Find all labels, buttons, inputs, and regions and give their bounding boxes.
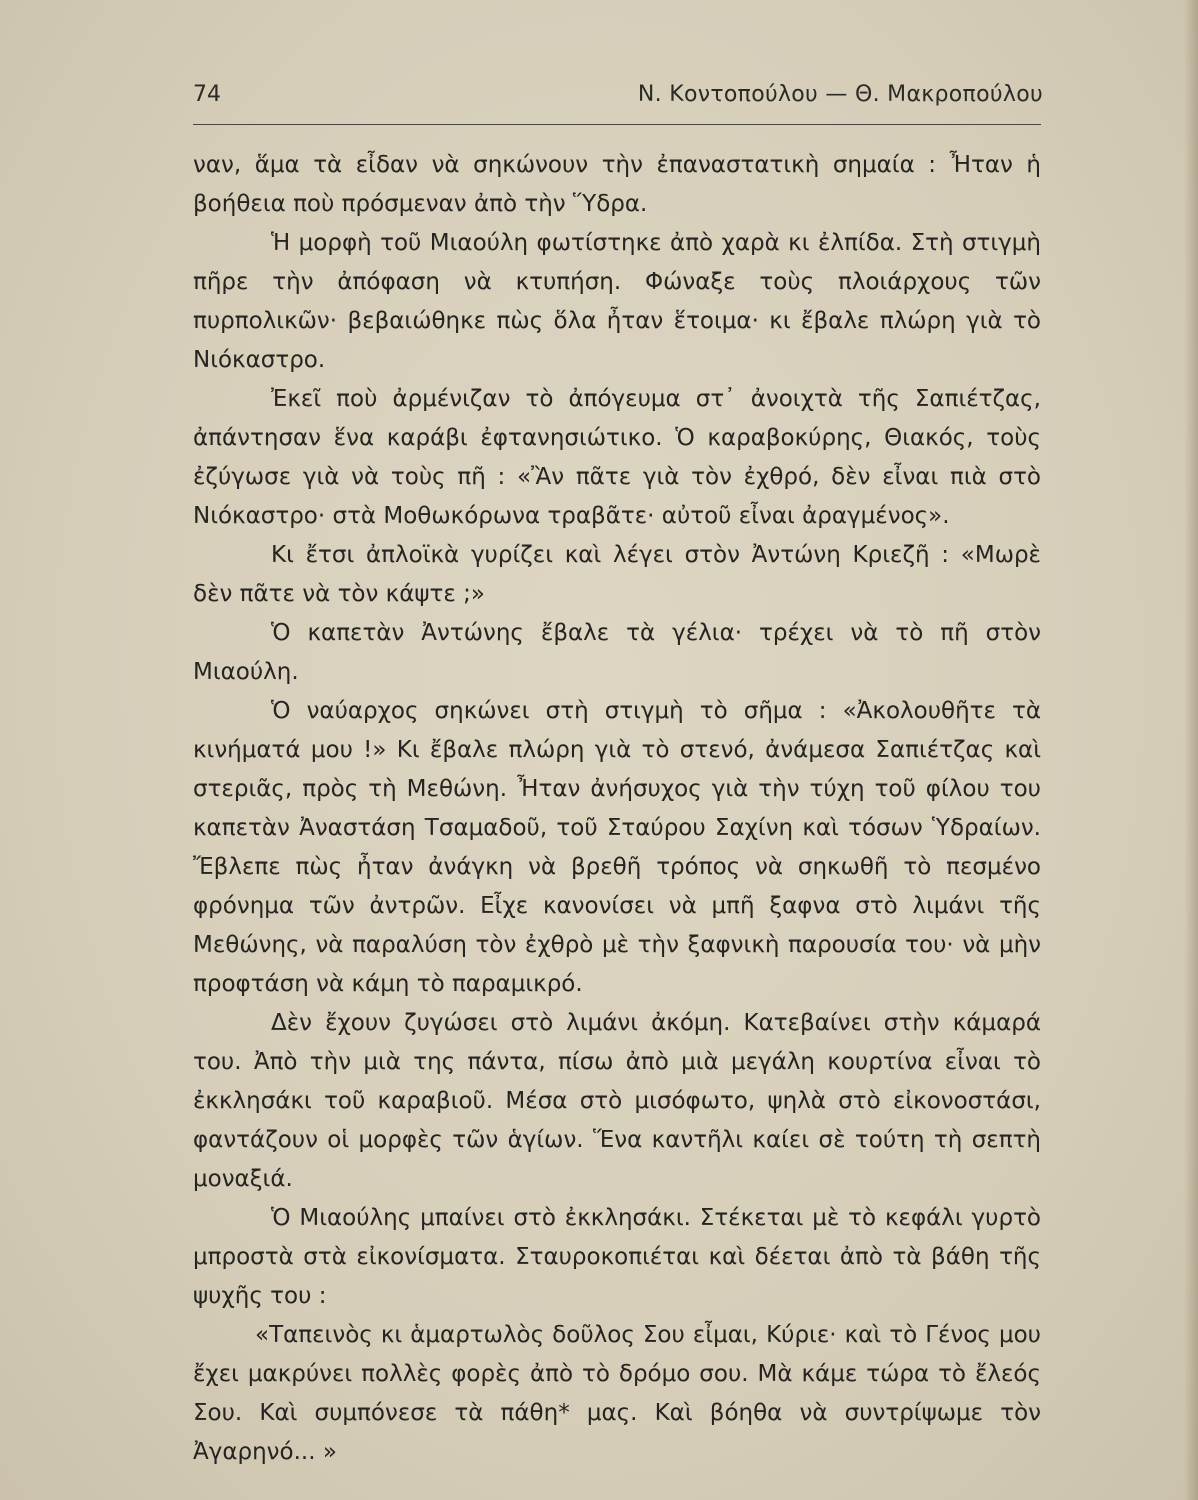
paragraph-8: Ὁ Μιαούλης μπαίνει στὸ ἐκκλησάκι. Στέκεται μὲ τὸ κεφάλι γυρτὸ μπροστὰ στὰ εἰκονίσματα. Σταυροκοπιέται καὶ δέεται ἀπὸ τὰ βάθη τῆς ψυχῆς του : bbox=[193, 1205, 1041, 1309]
paragraph-1: ναν, ἅμα τὰ εἶδαν νὰ σηκώνουν τὴν ἐπαναστατικὴ σημαία : Ἦταν ἡ βοήθεια ποὺ πρόσμεναν ἀπὸ τὴν Ὕδρα. bbox=[193, 152, 1041, 217]
paragraph-4: Κι ἔτσι ἀπλοϊκὰ γυρίζει καὶ λέγει στὸν Ἀντώνη Κριεζῆ : «Μωρὲ δὲν πᾶτε νὰ τὸν κάψτε ;» bbox=[193, 542, 1041, 607]
paragraph-9-prayer: «Ταπεινὸς κι ἁμαρτωλὸς δοῦλος Σου εἶμαι, Κύριε· καὶ τὸ Γένος μου ἔχει μακρύνει πολλὲς φορὲς ἀπὸ τὸ δρόμο σου. Μὰ κάμε τώρα τὸ ἔλεός Σου. Καὶ συμπόνεσε τὰ πάθη* μας. Καὶ βόηθα νὰ συντρίψωμε τὸν Ἀγαρηνό... » bbox=[193, 1322, 1041, 1465]
paragraph-5: Ὁ καπετὰν Ἀντώνης ἔβαλε τὰ γέλια· τρέχει νὰ τὸ πῆ στὸν Μιαούλη. bbox=[193, 620, 1041, 685]
page-header bbox=[193, 76, 1043, 116]
body-text bbox=[193, 146, 1041, 1472]
page-number: 74 bbox=[193, 82, 221, 107]
header-rule bbox=[193, 124, 1041, 125]
paragraph-6: Ὁ ναύαρχος σηκώνει στὴ στιγμὴ τὸ σῆμα : «Ἀκολουθῆτε τὰ κινήματά μου !» Κι ἔβαλε πλώρη γιὰ τὸ στενό, ἀνάμεσα Σαπιέτζας καὶ στεριᾶς, πρὸς τὴ Μεθώνη. Ἦταν ἀνήσυχος γιὰ τὴν τύχη τοῦ φίλου του καπετὰν Ἀναστάση Τσαμαδοῦ, τοῦ Σταύρου Σαχίνη καὶ τόσων Ὑδραίων. Ἔβλεπε πὼς ἦταν ἀνάγκη νὰ βρεθῆ τρόπος νὰ σηκωθῆ τὸ πεσμένο φρόνημα τῶν ἀντρῶν. Εἶχε κανονίσει νὰ μπῆ ξαφνα στὸ λιμάνι τῆς Μεθώνης, νὰ παραλύση τὸν ἐχθρὸ μὲ τὴν ξαφνικὴ παρουσία του· νὰ μὴν προφτάση νὰ κάμη τὸ παραμικρό. bbox=[193, 698, 1041, 997]
paragraph-3: Ἐκεῖ ποὺ ἀρμένιζαν τὸ ἀπόγευμα στ᾽ ἀνοιχτὰ τῆς Σαπιέτζας, ἀπάντησαν ἕνα καράβι ἐφτανησιώτικο. Ὁ καραβοκύρης, Θιακός, τοὺς ἐζύγωσε γιὰ νὰ τοὺς πῆ : «Ἂν πᾶτε γιὰ τὸν ἐχθρό, δὲν εἶναι πιὰ στὸ Νιόκαστρο· στὰ Μοθωκόρωνα τραβᾶτε· αὐτοῦ εἶναι ἀραγμένος». bbox=[193, 386, 1041, 529]
running-title: Ν. Κοντοπούλου — Θ. Μακροπούλου bbox=[637, 82, 1043, 107]
paragraph-7: Δὲν ἔχουν ζυγώσει στὸ λιμάνι ἀκόμη. Κατεβαίνει στὴν κάμαρά του. Ἀπὸ τὴν μιὰ της πάντα, πίσω ἀπὸ μιὰ μεγάλη κουρτίνα εἶναι τὸ ἐκκλησάκι τοῦ καραβιοῦ. Μέσα στὸ μισόφωτο, ψηλὰ στὸ εἰκονοστάσι, φαντάζουν οἱ μορφὲς τῶν ἁγίων. Ἕνα καντῆλι καίει σὲ τούτη τὴ σεπτὴ μοναξιά. bbox=[193, 1010, 1041, 1192]
paragraph-2: Ἡ μορφὴ τοῦ Μιαούλη φωτίστηκε ἀπὸ χαρὰ κι ἐλπίδα. Στὴ στιγμὴ πῆρε τὴν ἀπόφαση νὰ κτυπήση. Φώναξε τοὺς πλοιάρχους τῶν πυρπολικῶν· βεβαιώθηκε πὼς ὅλα ἦταν ἕτοιμα· κι ἔβαλε πλώρη γιὰ τὸ Νιόκαστρο. bbox=[193, 230, 1041, 373]
